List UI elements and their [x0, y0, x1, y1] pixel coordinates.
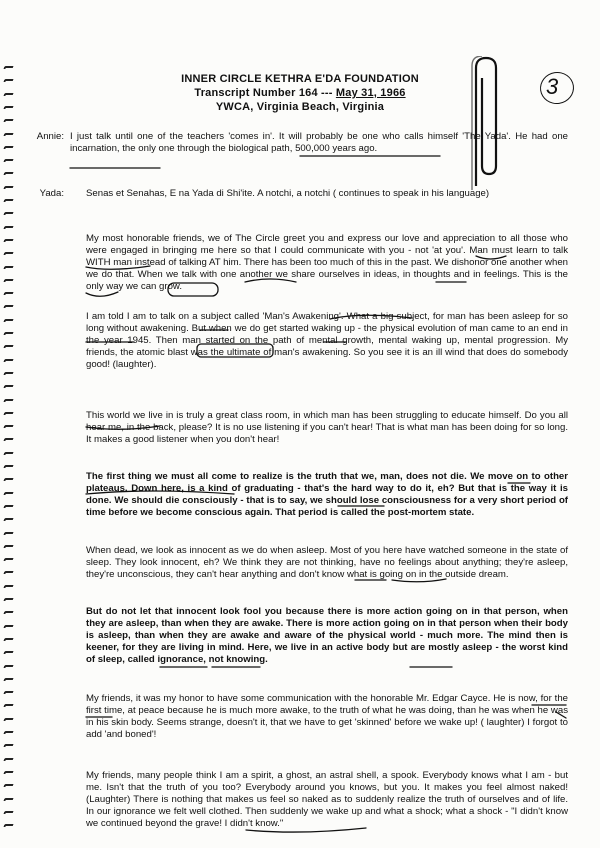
paragraph-3: This world we live in is truly a great class room, in which man has been struggling to educate himself. Do you all hear me, in the back, please? It is no use listening if you can't hear! That is what man has been doing for so long. It makes a good listener when you don't hear! [86, 410, 568, 445]
handwritten-page-number: 3 [546, 74, 559, 99]
transcript-number: Transcript Number 164 --- [194, 87, 336, 99]
paragraph-6: But do not let that innocent look fool you because there is more action going on in that person, when they are asleep, than when they are awake. There is more action going on in that person when their body is asleep, than when they are awake and aware of the physical world - much more. The mind then is keener, for they are living in mind. Here, we live in an active body but are mostly asleep - the worst kind of sleep, called ignorance, not knowing. [86, 606, 568, 665]
transcript-date: May 31, 1966 [335, 87, 406, 99]
paragraph-1: My most honorable friends, we of The Circle greet you and express our love and appreciation to all those who were engaged in bringing me here so that I could communicate with you - not 'at you'. Man must learn to talk WITH man instead of talking AT him. There has been too much of this in the past. We dishonor one another when we do that. When we talk with one another we share ourselves in ideas, in thoughts and in feelings. This is the only way we can grow. [86, 233, 568, 292]
paragraph-2: I am told I am to talk on a subject called 'Man's Awakening'. What a big subject, for man has been asleep for so long without awakening. But when we do get started waking up - the physical evolution of man came to an end in the year 1945. Then man started on the path of mental growth, mental waking up, mental progression. My friends, the atomic blast was the ultimate of man's awakening. So you see it is an ill wind that does do somebody good! (laughter). [86, 311, 568, 370]
paragraph-5: When dead, we look as innocent as we do when asleep. Most of you here have watched someone in the state of sleep. They look innocent, eh? We think they are not thinking, have no feelings about anything; they're asleep, they're unconscious, they can't hear anything and don't know what is going on in the outside dream. [86, 545, 568, 580]
paragraph-annie: I just talk until one of the teachers 'comes in'. It will probably be one who calls himself 'The Yada'. He had one incarnation, the only one through the biological path, 500,000 years ago. [70, 131, 568, 154]
paragraph-4: The first thing we must all come to realize is the truth that we, man, does not die. We move on to other plateaus. Down here, is a kind of graduating - that's the hard way to do it, eh? But that is the way it is done. We should die consciously - that is to say, we should lose consciousness for a very short period of time before we become conscious again. That period is called the post-mortem state. [86, 471, 568, 518]
speaker-label-annie: Annie: [36, 131, 64, 142]
paragraph-7: My friends, it was my honor to have some communication with the honorable Mr. Edgar Cayce. He is now, for the first time, at peace because he is much more awake, to the truth of what he was doing, than he was when he was in his skin body. Seems strange, doesn't it, that we have to get 'skinned' before we wake up! ( laughter) I forgot to add 'and boned'! [86, 693, 568, 740]
venue-line: YWCA, Virginia Beach, Virginia [215, 101, 385, 113]
paragraph-yada-intro: Senas et Senahas, E na Yada di Shi'ite. A notchi, a notchi ( continues to speak in his language) [86, 188, 490, 199]
paragraph-8: My friends, many people think I am a spirit, a ghost, an astral shell, a spook. Everybody knows what I am - but me. Isn't that the truth of you too? Everybody around you knows, but you. It makes you feel almost naked! (Laughter) There is nothing that makes us feel so naked as to suddenly realize the truth of ourselves and of life. In our ignorance we felt well clothed. Then suddenly we wake up and what a shock; what a shock - "I didn't know we continued beyond the grave! I didn't know." [86, 770, 568, 829]
speaker-label-yada: Yada: [39, 188, 64, 199]
foundation-title: INNER CIRCLE KETHRA E'DA FOUNDATION [181, 73, 419, 85]
